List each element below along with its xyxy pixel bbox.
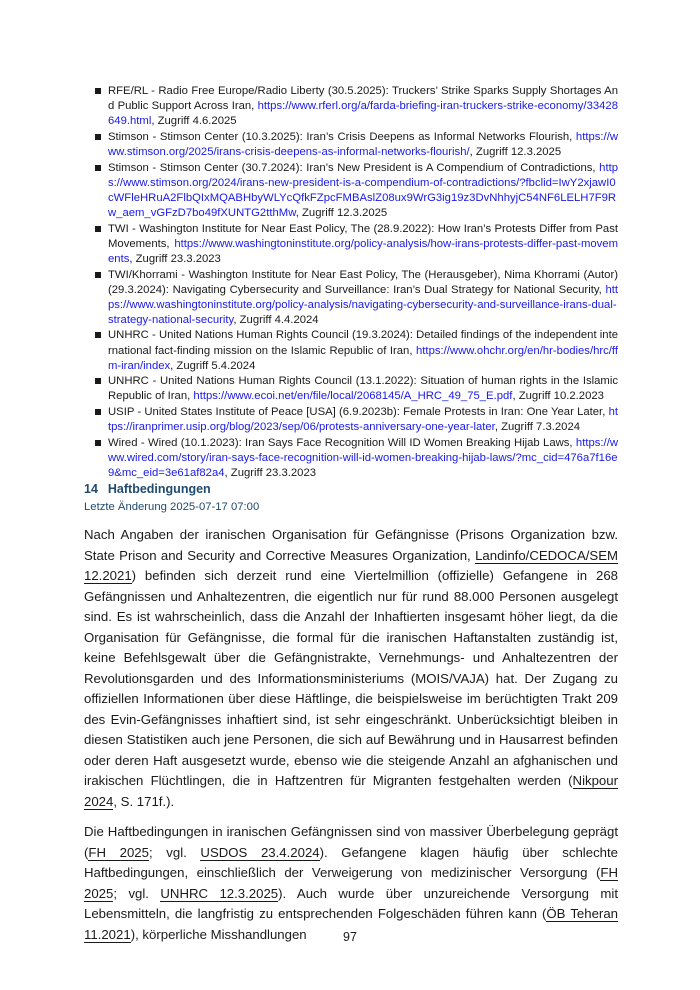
reference-item: UNHRC - United Nations Human Rights Council (19.3.2024): Detailed findings of the independent international fact-finding mission on the Islamic Republic of Iran, https://www.ohchr.org/en/hr-bodies/hrc/ffm-iran/index, Zugriff 5.4.2024 (95, 328, 618, 373)
paragraph: Nach Angaben der iranischen Organisation für Gefängnisse (Prisons Organization bzw. State Prison and Security and Corrective Measures Organization, Landinfo/CEDOCA/SEM 12.2021) befinden sich derzeit rund eine Viertelmillion (offizielle) Gefangene in 268 Gefängnissen und Anhaltezentren, die eigentlich nur für rund 88.000 Personen ausgelegt sind. Es ist wahrscheinlich, dass die Anzahl der Inhaftierten insgesamt höher liegt, da die Organisation für Gefängnisse, die formal für die iranischen Haftanstalten zuständig ist, keine Befehlsgewalt über die Gefängnistrakte, Vernehmungs- und Anhaltezentren der Revolutionsgarden und des Informationsministeriums (MOIS/VAJA) hat. Der Zugang zu offiziellen Informationen über diese Häftlinge, die beispielsweise im berüchtigten Trakt 209 des Evin-Gefängnisses inhaftiert sind, ist sehr eingeschränkt. Unberücksichtigt bleiben in diesen Statistiken auch jene Personen, die sich auf Bewährung und in Hausarrest befinden oder deren Haft ausgesetzt wurde, ebenso wie die steigende Anzahl an afghanischen und irakischen Flüchtlingen, die in Haftzentren für Migranten festgehalten werden (Nikpour 2024, S. 171f.). (84, 527, 618, 809)
reference-item: USIP - United States Institute of Peace [USA] (6.9.2023b): Female Protests in Iran: One Year Later, https://iranprimer.usip.org/blog/2023/sep/06/protests-anniversary-one-year-later, Zugriff 7.3.2024 (95, 405, 618, 435)
bullet-square-icon (95, 226, 101, 232)
citation-link[interactable]: UNHRC 12.3.2025 (160, 885, 279, 901)
reference-link[interactable]: https://www.washingtoninstitute.org/policy-analysis/navigating-cybersecurity-and-surveillance-irans-dual-strategy-national-security (108, 283, 618, 326)
citation-link[interactable]: FH 2025 (84, 865, 618, 901)
reference-link[interactable]: https://www.rferl.org/a/farda-briefing-iran-truckers-strike-economy/33428649.html (108, 100, 618, 128)
bullet-square-icon (95, 440, 101, 446)
reference-item: Wired - Wired (10.1.2023): Iran Says Face Recognition Will ID Women Breaking Hijab Laws, https://www.wired.com/story/iran-says-face-recognition-will-id-women-breaking-hijab-laws/?mc_cid=476a7f16e9&mc_eid=3e61af82a4, Zugriff 23.3.2023 (95, 436, 618, 481)
bullet-square-icon (95, 378, 101, 384)
bullet-square-icon (95, 134, 101, 140)
reference-item: TWI - Washington Institute for Near East Policy, The (28.9.2022): How Iran’s Protests Differ from Past Movements, https://www.washingtoninstitute.org/policy-analysis/how-irans-protests-differ-past-movements, Zugriff 23.3.2023 (95, 222, 618, 267)
reference-link[interactable]: https://www.ecoi.net/en/file/local/2068145/A_HRC_49_75_E.pdf (193, 390, 513, 403)
citation-link[interactable]: FH 2025 (88, 844, 149, 860)
bullet-square-icon (95, 165, 101, 171)
section-title-text: Haftbedingungen (107, 482, 211, 496)
reference-item: UNHRC - United Nations Human Rights Council (13.1.2022): Situation of human rights in the Islamic Republic of Iran, https://www.ecoi.net/en/file/local/2068145/A_HRC_49_75_E.pdf, Zugriff 10.2.2023 (95, 374, 618, 404)
paragraph: Die Haftbedingungen in iranischen Gefängnissen sind von massiver Überbelegung geprägt (FH 2025; vgl. USDOS 23.4.2024). Gefangene klagen häufig über schlechte Haftbedingungen, einschließlich der Verweigerung von medizinischer Versorgung (FH 2025; vgl. UNHRC 12.3.2025). Auch wurde über unzureichende Versorgung mit Lebensmitteln, die langfristig zu entsprechenden Folgeschäden führen kann (ÖB Teheran 11.2021), körperliche Misshandlungen (84, 824, 619, 942)
bullet-square-icon (95, 88, 101, 94)
reference-item: Stimson - Stimson Center (30.7.2024): Iran’s New President is A Compendium of Contradictions, https://www.stimson.org/2024/irans-new-president-is-a-compendium-of-contradictions/?fbclid=IwY2xjawI0cWFleHRuA2FlbQIxMQABHbyWLYcQfkFZpcFMBAslZ08ux9WrG3ig19z3DvNhhyjC54NF6LELH7F9Rw_aem_vGFzD7bo49fXUNTG2tthMw, Zugriff 12.3.2025 (95, 161, 618, 221)
citation-link[interactable]: ÖB Teheran 11.2021 (84, 906, 618, 942)
reference-link[interactable]: https://www.washingtoninstitute.org/policy-analysis/how-irans-protests-differ-past-movements (108, 237, 618, 265)
reference-list (95, 84, 618, 482)
reference-link[interactable]: https://www.wired.com/story/iran-says-face-recognition-will-id-women-breaking-hijab-laws/?mc_cid=476a7f16e9&mc_eid=3e61af82a4 (108, 436, 618, 480)
body-text (84, 525, 618, 955)
reference-link[interactable]: https://iranprimer.usip.org/blog/2023/sep/06/protests-anniversary-one-year-later (108, 406, 618, 434)
page-number: 97 (343, 930, 357, 944)
bullet-square-icon (95, 272, 101, 278)
reference-item: Stimson - Stimson Center (10.3.2025): Iran’s Crisis Deepens as Informal Networks Flourish, https://www.stimson.org/2025/irans-crisis-deepens-as-informal-networks-flourish/, Zugriff 12.3.2025 (95, 130, 618, 160)
citation-link[interactable]: Landinfo/CEDOCA/SEM 12.2021 (84, 547, 618, 583)
citation-link[interactable]: Nikpour 2024 (84, 773, 618, 809)
reference-item: TWI/Khorrami - Washington Institute for Near East Policy, The (Herausgeber), Nima Khorrami (Autor) (29.3.2024): Navigating Cybersecurity and Surveillance: Iran’s Dual Strategy for National Security, https://www.washingtoninstitute.org/policy-analysis/navigating-cybersecurity-and-surveillance-irans-dual-strategy-national-security, Zugriff 4.4.2024 (95, 268, 618, 328)
reference-item: RFE/RL - Radio Free Europe/Radio Liberty (30.5.2025): Truckers’ Strike Sparks Supply Shortages And Public Support Across Iran, https://www.rferl.org/a/farda-briefing-iran-truckers-strike-economy/33428649.html, Zugriff 4.6.2025 (95, 84, 618, 129)
reference-link[interactable]: https://www.stimson.org/2024/irans-new-president-is-a-compendium-of-contradictions/?fbclid=IwY2xjawI0cWFleHRuA2FlbQIxMQABHbyWLYcQfkFZpcFMBAslZ08ux9WrG3ig19z3DvNhhyjC54NF6LELH7F9Rw_aem_vGFzD7bo49fXUNTG2tthMw (108, 161, 618, 219)
section-title (84, 482, 618, 496)
bullet-square-icon (95, 409, 101, 415)
reference-link[interactable]: https://www.ohchr.org/en/hr-bodies/hrc/ffm-iran/index (108, 344, 618, 372)
reference-link[interactable]: https://www.stimson.org/2025/irans-crisis-deepens-as-informal-networks-flourish/ (108, 130, 618, 158)
last-modified-date: Letzte Änderung 2025-07-17 07:00 (84, 501, 260, 513)
section-number: 14 (84, 482, 98, 496)
section-header (84, 482, 618, 513)
bullet-square-icon (95, 332, 101, 338)
citation-link[interactable]: USDOS 23.4.2024 (200, 844, 320, 860)
